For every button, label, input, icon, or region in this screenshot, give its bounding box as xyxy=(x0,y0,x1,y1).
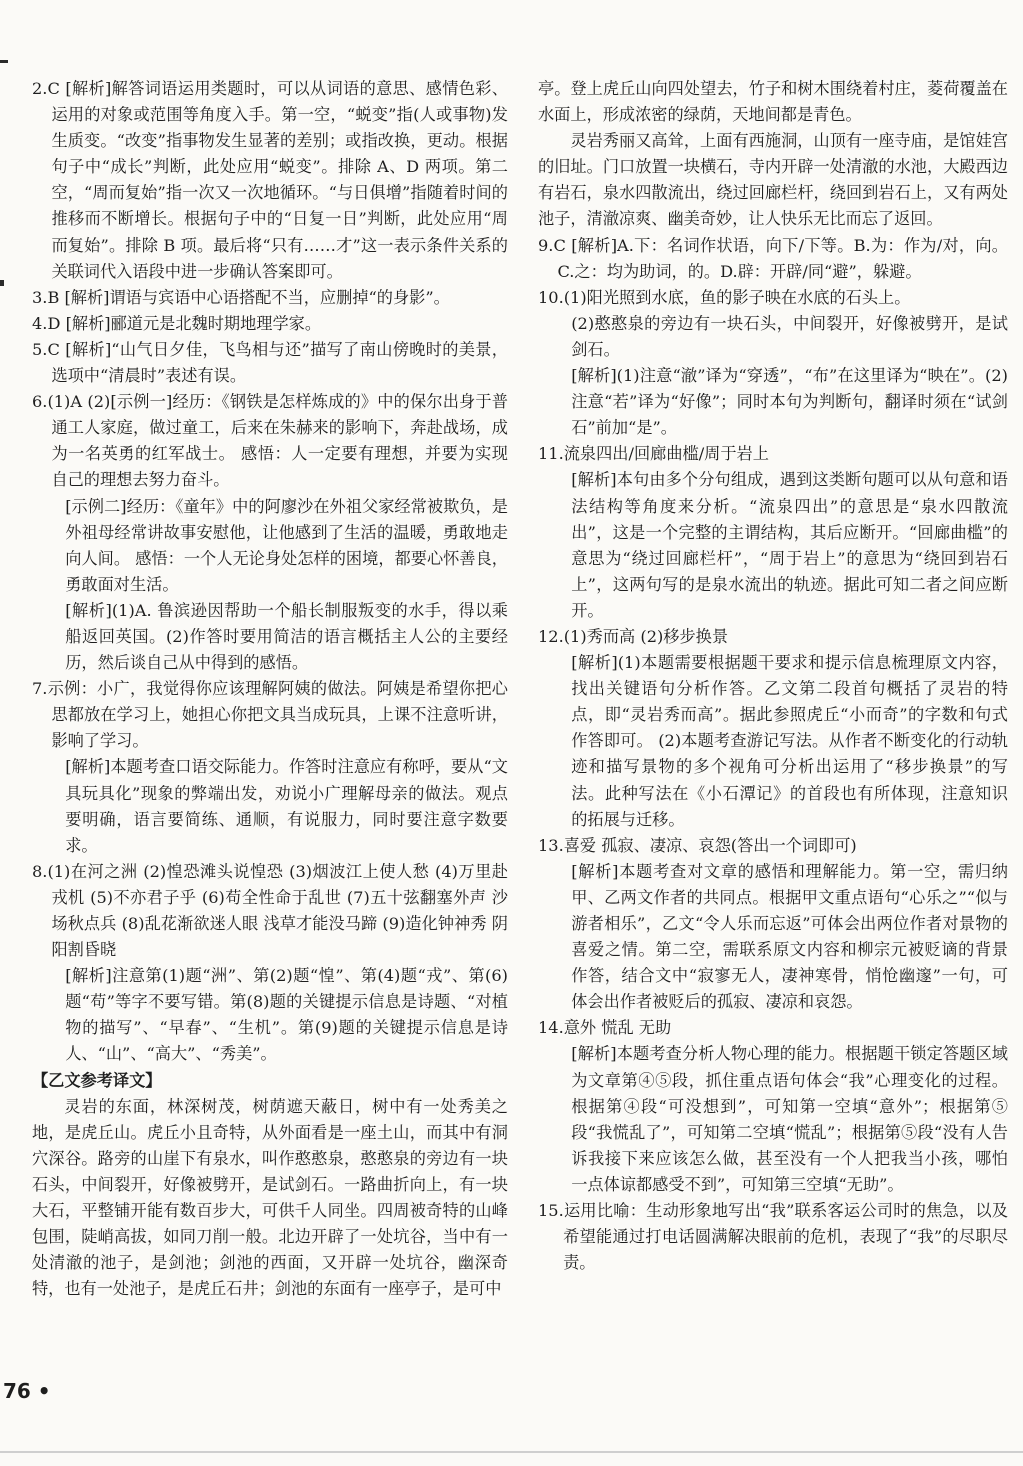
answer-paragraph: [解析]注意第(1)题“洲”、第(2)题“惶”、第(4)题“戎”、第(6)题“苟”等字不要写错。第(8)题的关键提示信息是诗题、“对植物的描写”、“早春”、“生机”。第(9)题的关键提示信息是诗人、“山”、“高大”、“秀美”。 xyxy=(65,966,508,1064)
answer-paragraph: 14.意外 慌乱 无助 xyxy=(538,1018,672,1038)
left-edge-mark xyxy=(0,280,4,286)
answer-paragraph: 9.C [解析]A.下：名词作状语，向下/下等。B.为：作为/对，向。C.之：均为助词，的。D.辟：开辟/同“避”，躲避。 xyxy=(538,235,1008,281)
bottom-rule xyxy=(0,1451,1023,1453)
answer-paragraph: 15.运用比喻：生动形象地写出“我”联系客运公司时的焦急，以及希望能通过打电话圆满解决眼前的危机，表现了“我”的尽职尽责。 xyxy=(538,1201,1008,1273)
answer-paragraph: 4.D [解析]郦道元是北魏时期地理学家。 xyxy=(32,313,322,333)
answer-paragraph: 8.(1)在河之洲 (2)惶恐滩头说惶恐 (3)烟波江上使人愁 (4)万里赴戎机 (5)不亦君子乎 (6)苟全性命于乱世 (7)五十弦翻塞外声 沙场秋点兵 (8)乱花渐欲迷人眼 浅草才能没马蹄 (9)造化钟神秀 阴阳割昏晓 xyxy=(32,861,508,960)
answer-paragraph: 灵岩的东面，林深树茂，树荫遮天蔽日，树中有一处秀美之地，是虎丘山。虎丘小且奇特，从外面看是一座土山，而其中有洞穴深谷。路旁的山崖下有泉水，叫作憨憨泉，憨憨泉的旁边有一块石头，中间裂开，好像被劈开，是试剑石。一路曲折向上，有一块大石，平整铺开能有数百步大，可供千人同坐。四周被奇特的山峰包围，陡峭高拔，如同刀削一般。北边开辟了一处坑谷，当中有一处清澈的池子，是剑池；剑池的西面，又开辟一处坑谷，幽深奇特，也有一处池子，是虎丘石井；剑池的东面有一座亭子，是可中 xyxy=(32,1096,508,1299)
answer-paragraph: [解析]本题考查分析人物心理的能力。根据题干锁定答题区域为文章第④⑤段，抓住重点语句体会“我”心理变化的过程。根据第④段“可没想到”，可知第一空填“意外”；根据第⑤段“我慌乱了”，可知第二空填“慌乱”；根据第⑤段“没有人告诉我接下来应该怎么做，甚至没有一个人把我当小孩，哪怕一点体谅都感受不到”，可知第三空填“无助”。 xyxy=(571,1044,1008,1194)
answer-paragraph: 亭。登上虎丘山向四处望去，竹子和树木围绕着村庄，菱荷覆盖在水面上，形成浓密的绿荫，天地间都是青色。 xyxy=(538,79,1008,125)
answer-paragraph: 10.(1)阳光照到水底，鱼的影子映在水底的石头上。 xyxy=(538,287,911,307)
section-title: 【乙文参考译文】 xyxy=(32,1070,162,1090)
answer-paragraph: 3.B [解析]谓语与宾语中心语搭配不当，应删掉“的身影”。 xyxy=(32,287,450,307)
left-edge-mark xyxy=(0,60,8,63)
answer-paragraph: 灵岩秀丽又高耸，上面有西施洞，山顶有一座寺庙，是馆娃宫的旧址。门口放置一块横石，寺内开辟一处清澈的水池，大殿西边有岩石，泉水四散流出，绕过回廊栏杆，绕回到岩石上，又有两处池子，清澈凉爽、幽美奇妙，让人快乐无比而忘了返回。 xyxy=(538,131,1008,229)
answer-paragraph: [解析]本题考查对文章的感悟和理解能力。第一空，需归纳甲、乙两文作者的共同点。根据甲文重点语句“心乐之”“似与游者相乐”，乙文“令人乐而忘返”可体会出两位作者对景物的喜爱之情。第二空，需联系原文内容和柳宗元被贬谪的背景作答，结合文中“寂寥无人，凄神寒骨，悄怆幽邃”一句，可体会出作者被贬后的孤寂、凄凉和哀怨。 xyxy=(571,861,1008,1012)
answer-paragraph: (2)憨憨泉的旁边有一块石头，中间裂开，好像被劈开，是试剑石。 xyxy=(571,313,1008,359)
answer-paragraph: [解析]本题考查口语交际能力。作答时注意应有称呼，要从“文具玩具化”现象的弊端出发，劝说小广理解母亲的做法。观点要明确，语言要简练、通顺，有说服力，同时要注意字数要求。 xyxy=(65,757,508,855)
page-number: 76 • xyxy=(3,1379,51,1403)
answer-paragraph: [解析](1)A. 鲁滨逊因帮助一个船长制服叛变的水手，得以乘船返回英国。(2)作答时要用简洁的语言概括主人公的主要经历，然后谈自己从中得到的感悟。 xyxy=(65,600,508,673)
right-column xyxy=(538,76,1008,1276)
answer-paragraph: [解析](1)注意“澈”译为“穿透”，“布”在这里译为“映在”。(2)注意“若”译为“好像”；同时本句为判断句，翻译时须在“试剑石”前加“是”。 xyxy=(571,366,1008,438)
answer-paragraph: 11.流泉四出/回廊曲槛/周于岩上 xyxy=(538,444,769,464)
answer-paragraph: [示例二]经历：《童年》中的阿廖沙在外祖父家经常被欺负，是外祖母经常讲故事安慰他，让他感到了生活的温暖，勇敢地走向人间。 感悟：一个人无论身处怎样的困境，都要心怀善良，勇敢面对生活。 xyxy=(65,496,508,594)
answer-paragraph: 12.(1)秀而高 (2)移步换景 xyxy=(538,626,729,646)
answer-paragraph: 13.喜爱 孤寂、凄凉、哀怨(答出一个词即可) xyxy=(538,835,857,855)
answer-paragraph: 5.C [解析]“山气日夕佳，飞鸟相与还”描写了南山傍晚时的美景，选项中“清晨时”表述有误。 xyxy=(32,339,508,386)
answer-paragraph: [解析]本句由多个分句组成，遇到这类断句题可以从句意和语法结构等角度来分析。“流泉四出”的意思是“泉水四散流出”，这是一个完整的主谓结构，其后应断开。“回廊曲槛”的意思为“绕过回廊栏杆”，“周于岩上”的意思为“绕回到岩石上”，这两句写的是泉水流出的轨迹。据此可知二者之间应断开。 xyxy=(571,470,1008,620)
answer-paragraph: [解析](1)本题需要根据题干要求和提示信息梳理原文内容，找出关键语句分析作答。乙文第二段首句概括了灵岩的特点，即“灵岩秀而高”。据此参照虎丘“小而奇”的字数和句式作答即可。 (2)本题考查游记写法。从作者不断变化的行动轨迹和描写景物的多个视角可分析出运用了“移步换景”的写法。此种写法在《小石潭记》的首段也有所体现，注意知识的拓展与迁移。 xyxy=(571,653,1008,829)
answer-paragraph: 2.C [解析]解答词语运用类题时，可以从词语的意思、感情色彩、运用的对象或范围等角度入手。第一空，“蜕变”指(人或事物)发生质变。“改变”指事物发生显著的差别；或指改换，更动。根据句子中“成长”判断，此处应用“蜕变”。排除 A、D 两项。第二空，“周而复始”指一次又一次地循环。“与日俱增”指随着时间的推移而不断增长。根据句子中的“日复一日”判断，此处应用“周而复始”。排除 B 项。最后将“只有……才”这一表示条件关系的关联词代入语段中进一步确认答案即可。 xyxy=(32,79,508,281)
answer-paragraph: 6.(1)A (2)[示例一]经历：《钢铁是怎样炼成的》中的保尔出身于普通工人家庭，做过童工，后来在朱赫来的影响下，奔赴战场，成为一名英勇的红军战士。 感悟：人一定要有理想，并要为实现自己的理想去努力奋斗。 xyxy=(32,392,508,490)
answer-paragraph: 7.示例：小广，我觉得你应该理解阿姨的做法。阿姨是希望你把心思都放在学习上，她担心你把文具当成玩具，上课不注意听讲，影响了学习。 xyxy=(32,679,508,751)
left-column xyxy=(32,76,508,1302)
